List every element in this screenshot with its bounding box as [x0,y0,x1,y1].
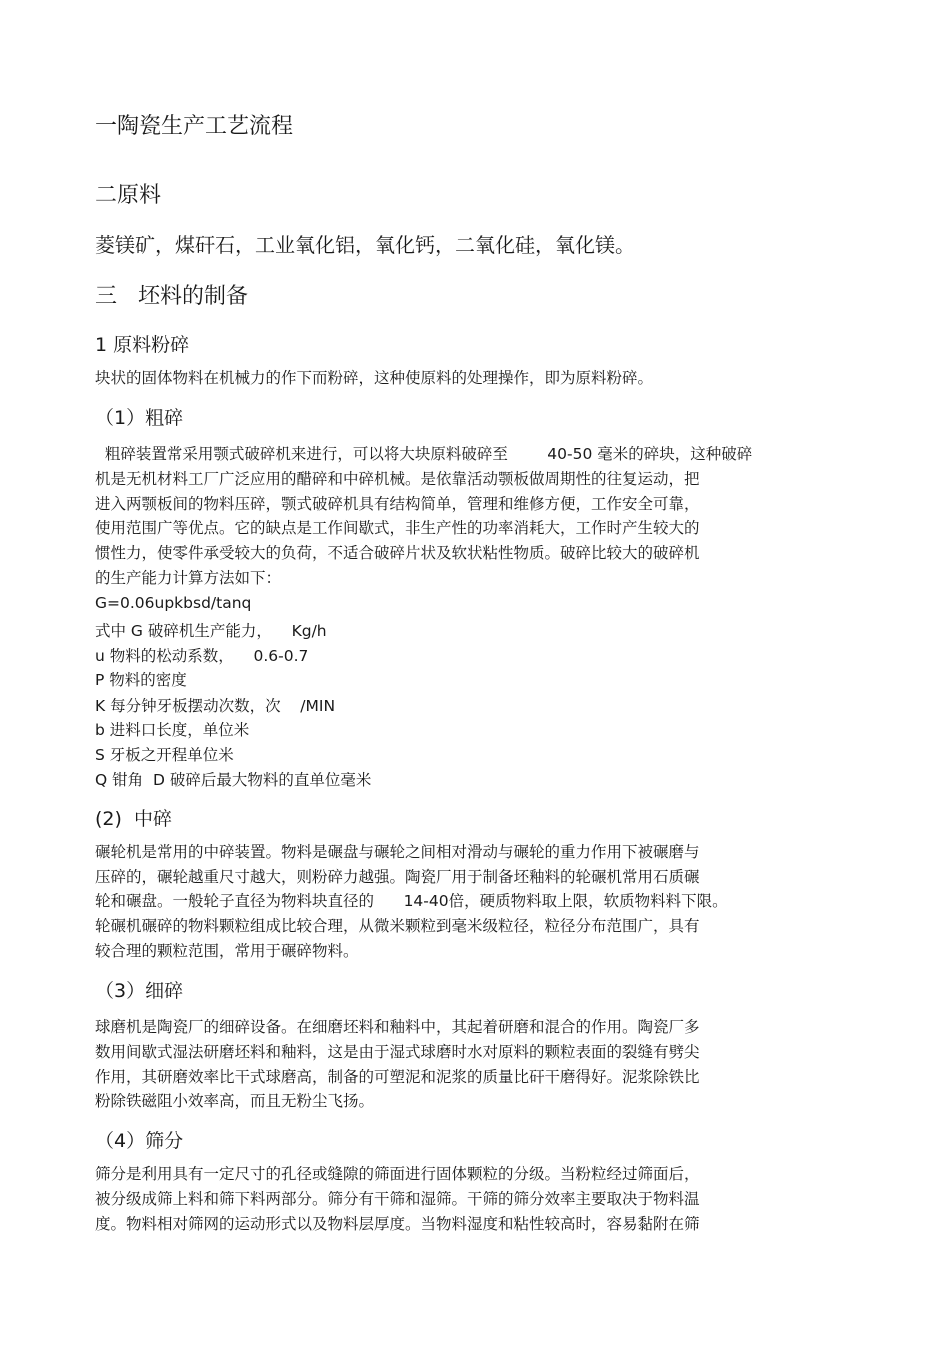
formula-line: G=0.06upkbsd/tanq [95,594,252,612]
paragraph-line: 轮和碾盘。一般轮子直径为物料块直径的 14-40倍，硬质物料取上限，软质物料料下限。 [95,892,728,910]
paragraph-line: 碾轮机是常用的中碎装置。物料是碾盘与碾轮之间相对滑动与碾轮的重力作用下被碾磨与 [95,843,700,861]
section-heading-body-prep: 三 坯料的制备 [95,284,248,309]
paragraph-line: 筛分是利用具有一定尺寸的孔径或缝隙的筛面进行固体颗粒的分级。当粉粒经过筛面后， [95,1165,700,1183]
formula-line: Q 钳角 D 破碎后最大物料的直单位毫米 [95,771,372,789]
crushing-intro: 块状的固体物料在机械力的作下而粉碎，这种使原料的处理操作，即为原料粉碎。 [95,369,654,387]
paragraph-line: 压碎的，碾轮越重尺寸越大，则粉碎力越强。陶瓷厂用于制备坯釉料的轮碾机常用石质碾 [95,868,700,886]
paragraph-line: 进入两颚板间的物料压碎，颚式破碎机具有结构简单，管理和维修方便，工作安全可靠， [95,495,700,513]
formula-line: K 每分钟牙板摆动次数，次 /MIN [95,697,336,715]
formula-line: P 物料的密度 [95,671,187,689]
heading-coarse-crushing: （1）粗碎 [95,407,184,429]
raw-materials-list: 菱镁矿，煤矸石，工业氧化铝，氧化钙，二氧化硅，氧化镁。 [95,233,635,257]
paragraph-line: 的生产能力计算方法如下： [95,569,282,587]
paragraph-line: 粉除铁磁阻小效率高，而且无粉尘飞扬。 [95,1092,375,1110]
heading-sieving: （4）筛分 [95,1130,184,1152]
paragraph-line: 被分级成筛上料和筛下料两部分。筛分有干筛和湿筛。干筛的筛分效率主要取决于物料温 [95,1190,700,1208]
formula-line: u 物料的松动系数， 0.6-0.7 [95,647,309,665]
formula-line: S 牙板之开程单位米 [95,746,234,764]
paragraph-line: 较合理的颗粒范围，常用于碾碎物料。 [95,942,359,960]
paragraph-line: 轮碾机碾碎的物料颗粒组成比较合理，从微米颗粒到毫米级粒径，粒径分布范围广，具有 [95,917,700,935]
heading-medium-crushing: (2) 中碎 [95,808,172,830]
subsection-heading-crushing: 1 原料粉碎 [95,334,190,356]
section-heading-raw-materials: 二原料 [95,183,162,208]
heading-fine-crushing: （3）细碎 [95,980,184,1002]
paragraph-line: 惯性力，使零件承受较大的负荷，不适合破碎片状及软状粘性物质。破碎比较大的破碎机 [95,544,700,562]
paragraph-line: 使用范围广等优点。它的缺点是工作间歇式，非生产性的功率消耗大，工作时产生较大的 [95,519,700,537]
paragraph-line: 粗碎装置常采用颚式破碎机来进行，可以将大块原料破碎至 40-50 毫米的碎块，这种破碎 [95,445,753,463]
formula-line: 式中 G 破碎机生产能力， Kg/h [95,622,327,640]
paragraph-line: 机是无机材料工厂广泛应用的醋碎和中碎机械。是依靠活动颚板做周期性的往复运动，把 [95,470,700,488]
paragraph-line: 球磨机是陶瓷厂的细碎设备。在细磨坯料和釉料中，其起着研磨和混合的作用。陶瓷厂多 [95,1018,700,1036]
paragraph-line: 度。物料相对筛网的运动形式以及物料层厚度。当物料湿度和粘性较高时，容易黏附在筛 [95,1215,700,1233]
paragraph-line: 作用，其研磨效率比干式球磨高，制备的可塑泥和泥浆的质量比矸干磨得好。泥浆除铁比 [95,1068,700,1086]
paragraph-line: 数用间歇式湿法研磨坯料和釉料，这是由于湿式球磨时水对原料的颗粒表面的裂缝有劈尖 [95,1043,700,1061]
document-title: 一陶瓷生产工艺流程 [95,114,294,139]
formula-line: b 进料口长度，单位米 [95,721,250,739]
